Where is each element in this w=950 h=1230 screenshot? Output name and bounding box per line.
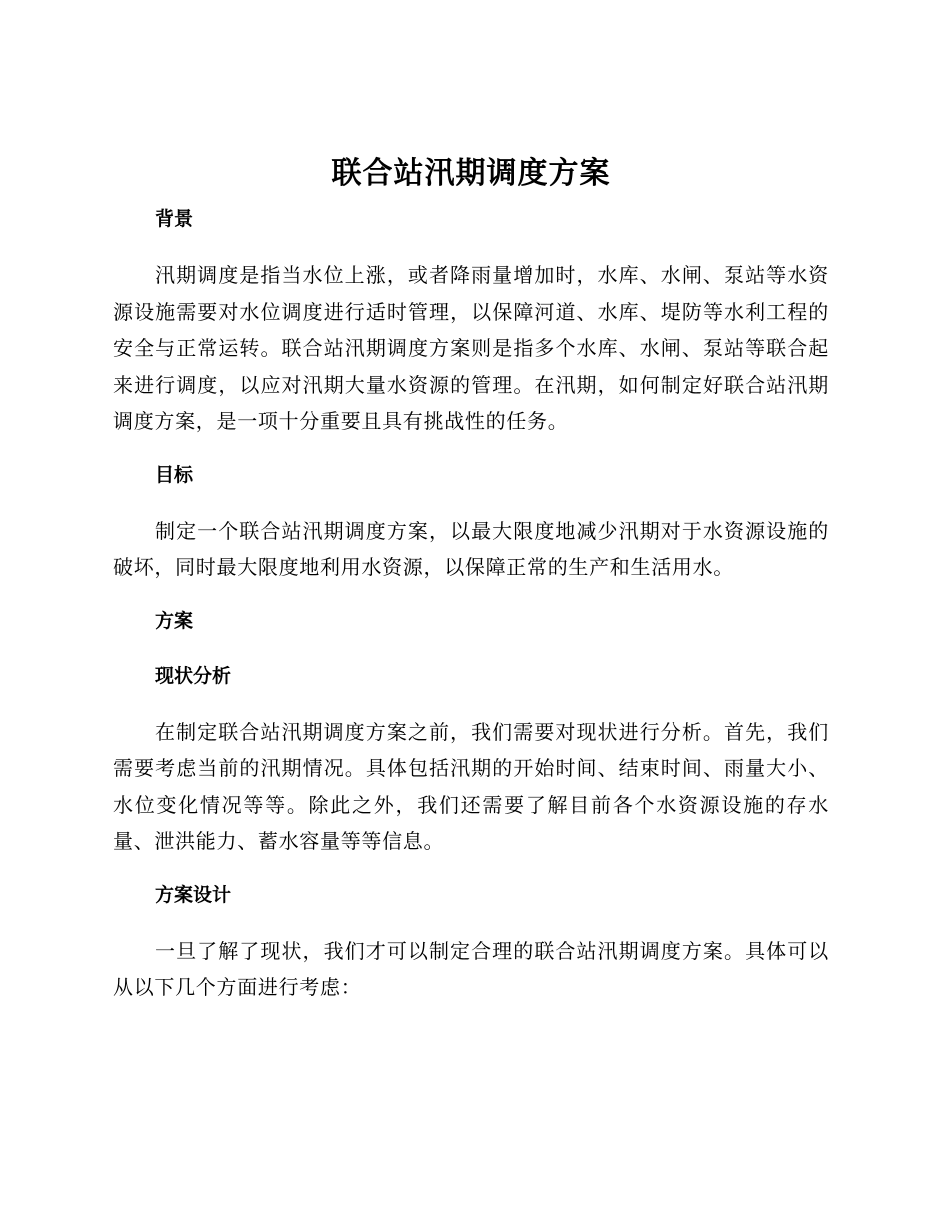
heading-goal: 目标 [155, 463, 194, 486]
heading-plan: 方案 [155, 609, 194, 632]
document-title: 联合站汛期调度方案 [331, 156, 611, 191]
paragraph-background: 汛期调度是指当水位上涨，或者降雨量增加时，水库、水闸、泵站等水资源设施需要对水位调度进行适时管理，以保障河道、水库、堤防等水利工程的安全与正常运转。联合站汛期调度方案则是指多个水库、水闸、泵站等联合起来进行调度，以应对汛期大量水资源的管理。在汛期，如何制定好联合站汛期调度方案，是一项十分重要且具有挑战性的任务。 [113, 263, 829, 433]
paragraph-status-analysis: 在制定联合站汛期调度方案之前，我们需要对现状进行分析。首先，我们需要考虑当前的汛期情况。具体包括汛期的开始时间、结束时间、雨量大小、水位变化情况等等。除此之外，我们还需要了解目前各个水资源设施的存水量、泄洪能力、蓄水容量等等信息。 [113, 719, 829, 853]
heading-background: 背景 [155, 208, 194, 230]
heading-plan-design: 方案设计 [155, 883, 232, 906]
heading-status-analysis: 现状分析 [155, 664, 232, 687]
paragraph-plan-design: 一旦了解了现状，我们才可以制定合理的联合站汛期调度方案。具体可以从以下几个方面进行考虑： [113, 938, 829, 999]
paragraph-goal: 制定一个联合站汛期调度方案，以最大限度地减少汛期对于水资源设施的破坏，同时最大限度地利用水资源，以保障正常的生产和生活用水。 [113, 518, 829, 579]
document-body [113, 150, 829, 1006]
